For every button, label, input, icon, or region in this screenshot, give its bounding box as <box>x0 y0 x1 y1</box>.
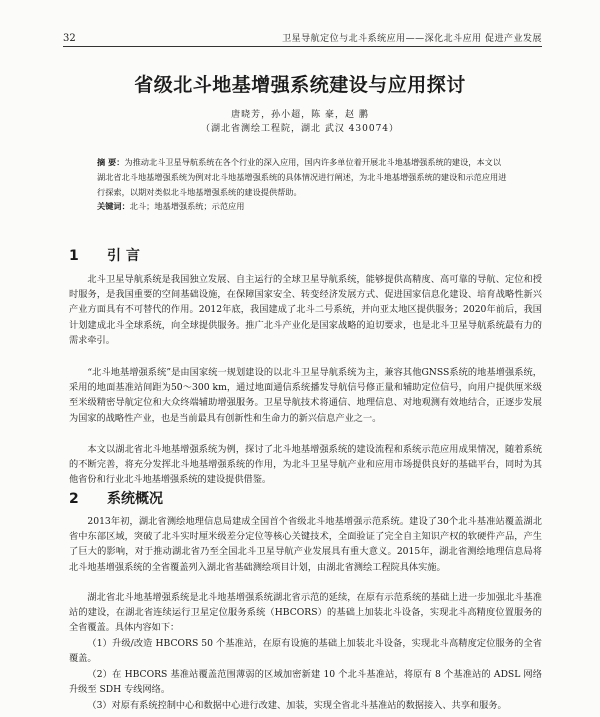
running-title: 卫星导航定位与北斗系统应用——深化北斗应用 促进产业发展 <box>282 34 542 44</box>
body-paragraph: “北斗地基增强系统”是由国家统一规划建设的以北斗卫星导航系统为主，兼容其他GNSS系统的地基增强系统，采用的地面基准站间距为50～300 km，通过地面通信系统播发导航信号修正量和辅助定位信号，向用户提供厘米级至米级精密导航定位和大众终端辅助增强服务。卫星导航技术将通信、地理信息、对地观测有效地结合，正逐步发展为国家的战略性产业，也是当前最具有创新性和生命力的新兴信息产业之一。 <box>69 367 542 424</box>
section-number: 2 <box>69 491 79 507</box>
section-title: 引 言 <box>107 248 140 264</box>
body-paragraph: 本文以湖北省北斗地基增强系统为例，探讨了北斗地基增强系统的建设流程和系统示范应用成果情况，随着系统的不断完善，将充分发挥北斗地基增强系统的作用，为北斗卫星导航产业和应用市场提供良好的基础平台，同时为其他省份和行业北斗地基增强系统的建设提供借鉴。 <box>69 444 542 486</box>
list-item: （3）对原有系统控制中心和数据中心进行改建、加装，实现全省北斗基准站的数据接入、共享和服务。 <box>87 700 507 711</box>
keywords-text: 北斗；地基增强系统；示范应用 <box>129 201 245 211</box>
author-list: 唐晓芳，孙小超，陈 豪，赵 鹏 <box>231 110 369 120</box>
body-paragraph: 2013年初，湖北省测绘地理信息局建成全国首个省级北斗地基增强示范系统。建设了30个北斗基准站覆盖湖北省中东部区域，突破了北斗实时厘米级差分定位等核心关键技术，全面验证了完全自主知识产权的软硬件产品，产生了巨大的影响，对于推动湖北省乃至全国北斗卫星导航产业发展具有重大意义。2015年，湖北省测绘地理信息局将北斗地基增强系统的全省覆盖列入湖北省基础测绘项目计划，由湖北省测绘工程院具体实施。 <box>69 516 542 573</box>
keywords <box>97 201 508 212</box>
section-number: 1 <box>69 248 79 264</box>
abstract-label: 摘 要： <box>97 157 125 167</box>
affiliation: （湖北省测绘工程院，湖北 武汉 430074） <box>200 124 400 134</box>
abstract <box>97 155 508 200</box>
body-paragraph: 北斗卫星导航系统是我国独立发展、自主运行的全球卫星导航系统，能够提供高精度、高可靠的导航、定位和授时服务，是我国重要的空间基础设施，在保障国家安全、转变经济发展方式、促进国家信息化建设、培育战略性新兴产业方面具有不可替代的作用。2012年底，我国建成了北斗二号系统，并向亚太地区提供服务；2020年前后，我国计划建成北斗全球系统，向全球提供服务。推广北斗产业化是国家战略的迫切要求，也是北斗卫星导航系统最有力的需求牵引。 <box>69 274 542 346</box>
abstract-text: 为推动北斗卫星导航系统在各个行业的深入应用，国内许多单位着开展北斗地基增强系统的建设，本文以湖北省北斗地基增强系统为例对北斗地基增强系统的具体情况进行阐述，为北斗地基增强系统的建设和示范应用进行探索，以期对类似北斗地基增强系统的建设提供帮助。 <box>97 157 507 197</box>
list-item: （2）在 HBCORS 基准站覆盖范围薄弱的区域加密新建 10 个北斗基准站，将原有 8 个基准站的 ADSL 网络升级至 SDH 专线网络。 <box>69 669 542 696</box>
page-number: 32 <box>63 33 76 44</box>
paper-title: 省级北斗地基增强系统建设与应用探讨 <box>134 74 466 96</box>
body-paragraph: 湖北省北斗地基增强系统是北斗地基增强系统湖北省示范的延续，在原有示范系统的基础上进一步加强北斗基准站的建设，在湖北省连续运行卫星定位服务系统（HBCORS）的基础上加装北斗设备，实现北斗高精度位置服务的全省覆盖。具体内容如下： <box>69 592 542 634</box>
section-heading <box>69 488 163 508</box>
running-header <box>63 30 542 47</box>
keywords-label: 关键词： <box>97 201 130 211</box>
section-title: 系统概况 <box>107 491 163 507</box>
section-heading <box>69 245 140 265</box>
list-item: （1）升级/改造 HBCORS 50 个基准站，在原有设施的基础上加装北斗设备，实现北斗高精度定位服务的全省覆盖。 <box>69 638 542 665</box>
